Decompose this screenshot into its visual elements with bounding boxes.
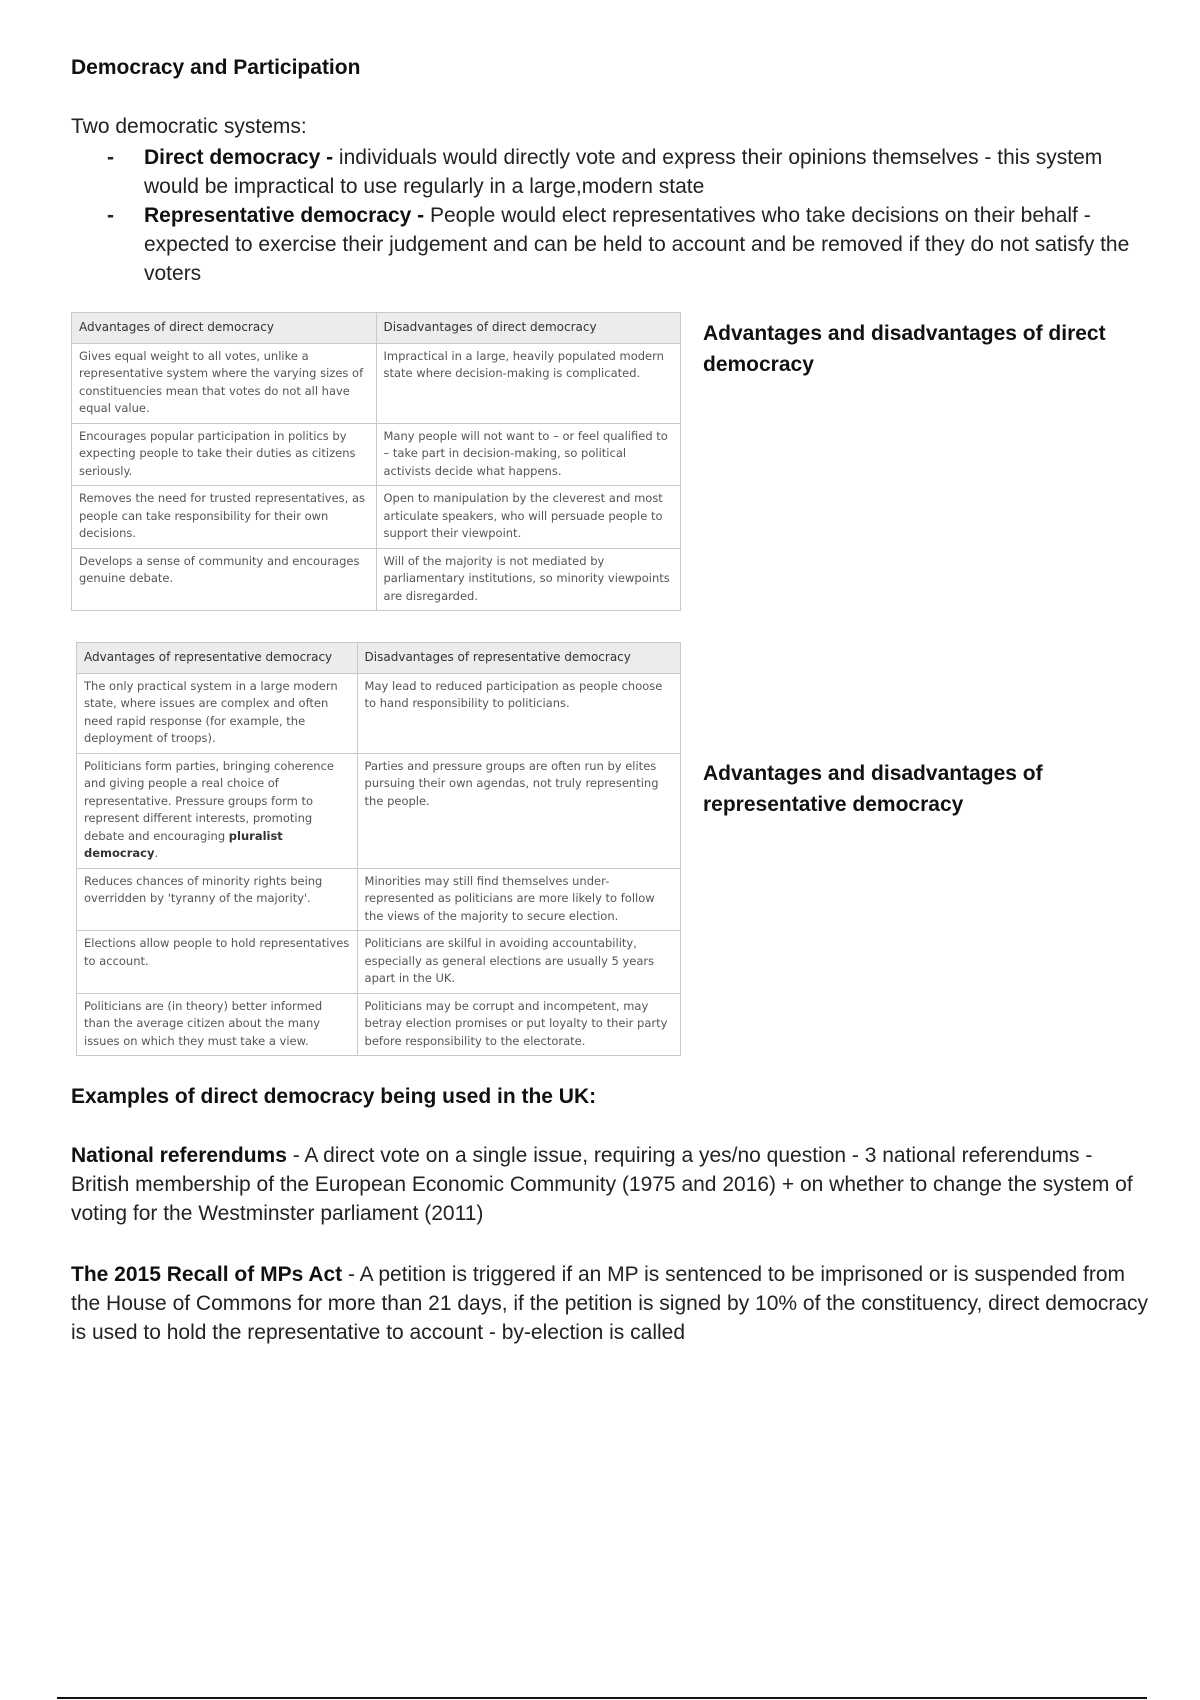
table-row [72,423,681,486]
paragraph-text: - A petition is triggered if an MP is sentenced to be imprisoned or is suspended from the House of Commons for more than 21 days, if the petition is signed by 10% of the constituency, direct democracy is used to hold the representative to account - by-election is called [71,1263,1148,1344]
examples-heading: Examples of direct democracy being used in the UK: [71,1085,597,1108]
table-cell: Minorities may still find themselves under-represented as politicians are more likely to follow the views of the majority to secure election. [357,868,680,931]
table-cell: Impractical in a large, heavily populated modern state where decision-making is complicated. [376,343,681,423]
list-item [71,143,1141,201]
page-title: Democracy and Participation [71,56,361,79]
systems-list [71,143,1141,288]
table-cell: Many people will not want to – or feel qualified to – take part in decision-making, so political activists decide what happens. [376,423,681,486]
table-cell: Encourages popular participation in politics by expecting people to take their duties as citizens seriously. [72,423,377,486]
representative-democracy-table [76,642,681,1056]
representative-table-caption: Advantages and disadvantages of representative democracy [703,762,1043,816]
column-header: Disadvantages of direct democracy [376,313,681,344]
table-cell: Parties and pressure groups are often run by elites pursuing their own agendas, not truly representing the people. [357,753,680,868]
intro-text: Two democratic systems: [71,115,307,138]
table-row [77,993,681,1056]
table-row [72,548,681,611]
table-header-row [77,643,681,674]
cell-text: Politicians form parties, bringing coherence and giving people a real choice of representative. Pressure groups form to represent different interests, promoting debate and encouraging [84,758,334,843]
cell-text-end: . [154,846,159,860]
column-header: Advantages of direct democracy [72,313,377,344]
paragraph-text: - A direct vote on a single issue, requiring a yes/no question - 3 national referendums - British membership of the European Economic Community (1975 and 2016) + on whether to change the system of voting for the Westminster parliament (2011) [71,1144,1133,1225]
system-description: People would elect representatives who take decisions on their behalf - expected to exercise their judgement and can be held to account and be removed if they do not satisfy the voters [144,204,1130,285]
direct-table-caption: Advantages and disadvantages of direct democracy [703,322,1106,376]
table-cell: Elections allow people to hold representatives to account. [77,931,358,994]
table-cell: Reduces chances of minority rights being overridden by 'tyranny of the majority'. [77,868,358,931]
paragraph-national-referendums [71,1141,1151,1228]
pluralist-democracy-term: pluralist democracy [84,828,283,860]
column-header: Disadvantages of representative democracy [357,643,680,674]
table-cell: Removes the need for trusted representatives, as people can take responsibility for their own decisions. [72,486,377,549]
table-cell: May lead to reduced participation as people choose to hand responsibility to politicians. [357,673,680,753]
table-cell: Will of the majority is not mediated by parliamentary institutions, so minority viewpoints are disregarded. [376,548,681,611]
table-row [72,486,681,549]
table-cell: Politicians may be corrupt and incompetent, may betray election promises or put loyalty to their party before responsibility to the electorate. [357,993,680,1056]
table-row [72,343,681,423]
system-description: individuals would directly vote and express their opinions themselves - this system would be impractical to use regularly in a large,modern state [144,146,1103,198]
paragraph-term: National referendums [71,1144,287,1167]
list-bullet: - [107,204,114,227]
table-cell [77,753,358,868]
table-cell: Develops a sense of community and encourages genuine debate. [72,548,377,611]
table-row [77,673,681,753]
table-cell: The only practical system in a large modern state, where issues are complex and often need rapid response (for example, the deployment of troops). [77,673,358,753]
system-term: Representative democracy - [144,204,425,227]
direct-democracy-table [71,312,681,611]
table-cell: Politicians are (in theory) better informed than the average citizen about the many issues on which they must take a view. [77,993,358,1056]
table-row [77,868,681,931]
paragraph-term: The 2015 Recall of MPs Act [71,1263,343,1286]
list-item [71,201,1141,288]
table-cell: Politicians are skilful in avoiding accountability, especially as general elections are usually 5 years apart in the UK. [357,931,680,994]
system-term: Direct democracy - [144,146,334,169]
list-bullet: - [107,146,114,169]
table-cell: Open to manipulation by the cleverest and most articulate speakers, who will persuade people to support their viewpoint. [376,486,681,549]
page-bottom-rule [57,1697,1147,1699]
column-header: Advantages of representative democracy [77,643,358,674]
table-header-row [72,313,681,344]
table-cell: Gives equal weight to all votes, unlike a representative system where the varying sizes of constituencies mean that votes do not all have equal value. [72,343,377,423]
table-row [77,753,681,868]
paragraph-recall-act [71,1260,1151,1347]
table-row [77,931,681,994]
